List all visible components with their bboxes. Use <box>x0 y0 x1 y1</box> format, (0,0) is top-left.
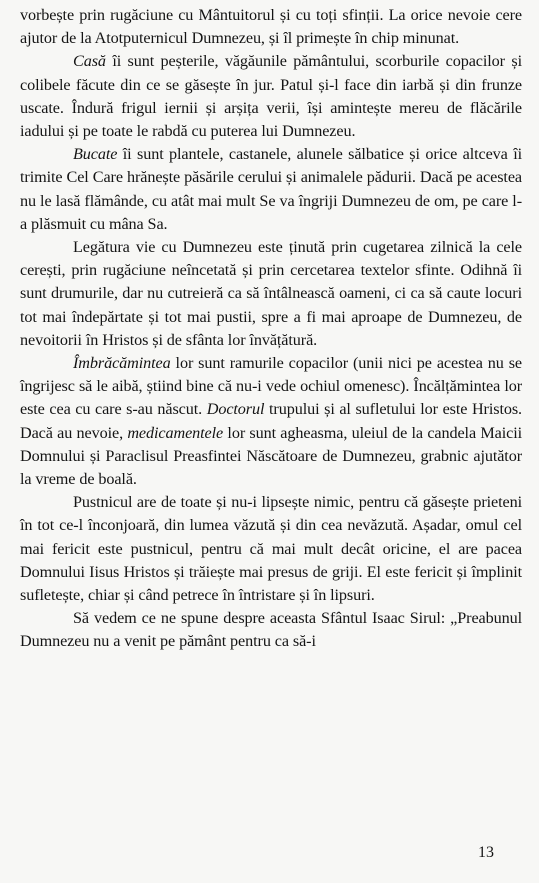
paragraph <box>20 491 522 607</box>
italic-term: Bucate <box>73 145 118 164</box>
text-run: trupului și al sufletului lor este Hristos. Dacă au nevoie, <box>20 400 522 442</box>
paragraph <box>20 4 522 50</box>
paragraph <box>20 607 522 653</box>
paragraph <box>20 143 522 236</box>
text-run: Să vedem ce ne spune despre aceasta Sfântul Isaac Sirul: „Preabunul Dumnezeu nu a venit pe pământ pentru ca să-i <box>20 609 522 651</box>
text-run: Pustnicul are de toate și nu-i lipsește nimic, pentru că găsește prieteni în tot ce-l înconjoară, din lumea văzută și din cea nevăzută. Așadar, omul cel mai fericit este pustnicul, pentru că mai mult decât oricine, el are pacea Domnului Iisus Hristos și trăiește mai presus de griji. El este fericit și împlinit sufletește, chiar și când petrece în întristare și în lipsuri. <box>20 493 522 605</box>
italic-term: Îmbrăcămintea <box>73 354 171 373</box>
text-run: lor sunt ramurile copacilor (unii nici pe acestea nu se îngrijesc să le aibă, știind bine că nu-i vede ochiul omenesc). Încălțămintea lor este cea cu care s-au născut. <box>20 354 522 419</box>
italic-term: medicamentele <box>127 423 224 442</box>
book-page-body <box>20 4 522 654</box>
text-run: Legătura vie cu Dumnezeu este ținută prin cugetarea zilnică la cele cerești, prin rugăciune neîncetată și prin cercetarea textelor sfinte. Odihnă îi sunt drumurile, dar nu cutreieră ca să întâlnească oameni, ci ca să caute locuri tot mai îndepărtate și tot mai pustii, spre a fi mai aproape de Dumnezeu, de nevoitorii în Hristos și de sfânta lor învățătură. <box>20 238 522 349</box>
text-run: îi sunt peșterile, văgăunile pământului, scorburile copacilor și colibele făcute din ce se găsește în jur. Patul și-l face din iarbă și din frunze uscate. Îndură frigul iernii și arșița verii, își amintește mereu de flăcările iadului și pe toate le rabdă cu puterea lui Dumnezeu. <box>20 52 522 141</box>
paragraph <box>20 236 522 352</box>
italic-term: Doctorul <box>206 400 265 419</box>
paragraph <box>20 50 522 143</box>
page-number: 13 <box>478 844 494 861</box>
paragraph <box>20 352 522 491</box>
italic-term: Casă <box>73 52 106 71</box>
text-run: vorbește prin rugăciune cu Mântuitorul și cu toți sfinții. La orice nevoie cere ajutor de la Atotputernicul Dumnezeu, și îl primește în chip minunat. <box>20 6 522 48</box>
text-run: îi sunt plantele, castanele, alunele sălbatice și orice altceva îi trimite Cel Care hrănește păsările cerului și animalele pădurii. Dacă pe acestea nu le lasă flămânde, cu atât mai mult Se va îngriji Dumnezeu de om, pe care l-a plăsmuit cu mâna Sa. <box>20 145 522 233</box>
text-run: lor sunt agheasma, uleiul de la candela Maicii Domnului și Paraclisul Preasfintei Născătoare de Dumnezeu, grabnic ajutător la vreme de boală. <box>20 423 522 489</box>
